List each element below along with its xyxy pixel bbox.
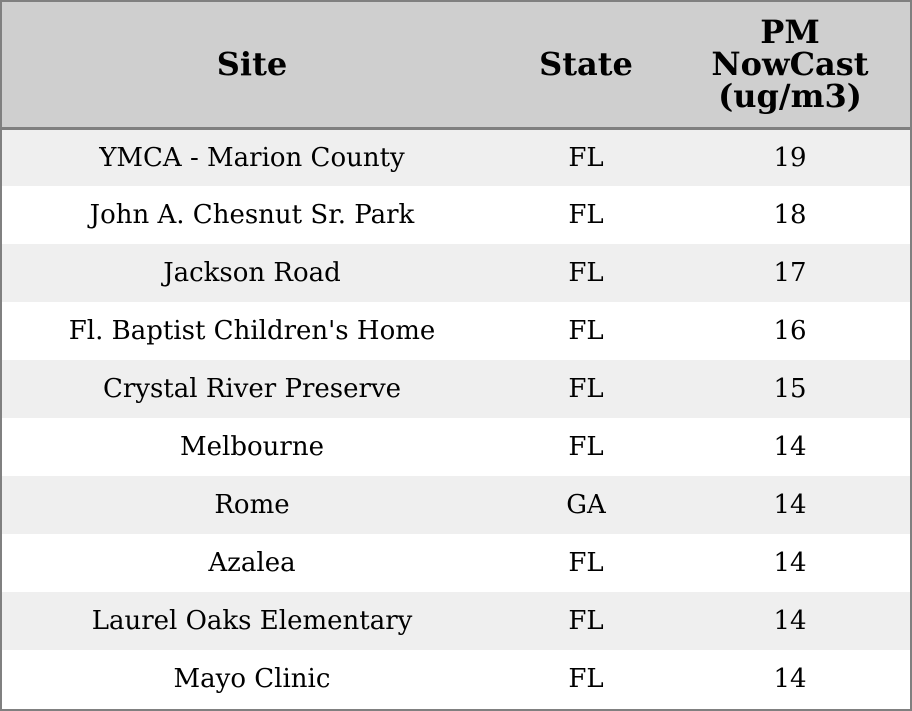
state-cell: FL (568, 258, 604, 288)
site-cell: Fl. Baptist Children's Home (68, 316, 436, 346)
state-cell: FL (568, 548, 604, 578)
site-cell: Azalea (208, 548, 296, 578)
pm-header-line-2: NowCast (711, 45, 869, 84)
site-cell: Crystal River Preserve (102, 374, 402, 404)
site-cell: Mayo Clinic (173, 664, 331, 694)
table-row (2, 128, 910, 186)
pm-value-cell: 14 (773, 432, 807, 462)
column-header-pm-nowcast (670, 2, 910, 128)
site-cell: Jackson Road (163, 258, 341, 288)
table-row (2, 186, 910, 244)
table-row (2, 360, 910, 418)
state-cell: GA (566, 490, 606, 520)
column-header-site: Site (2, 2, 502, 128)
state-cell: FL (568, 142, 604, 173)
table-row (2, 650, 910, 708)
table-header (2, 2, 910, 128)
data-table (2, 2, 910, 708)
pm-value-cell: 17 (773, 258, 807, 288)
table-row (2, 476, 910, 534)
table-row (2, 244, 910, 302)
pm-value-cell: 14 (773, 490, 807, 520)
pm-value-cell: 19 (773, 142, 807, 173)
pm-value-cell: 14 (773, 606, 807, 636)
pm-value-cell: 14 (773, 664, 807, 694)
table-row (2, 302, 910, 360)
header-row (2, 2, 910, 128)
pm-header-line-1: PM (760, 13, 820, 52)
table-body (2, 128, 910, 708)
state-cell: FL (568, 664, 604, 694)
site-cell: YMCA - Marion County (99, 142, 405, 173)
state-cell: FL (568, 316, 604, 346)
state-cell: FL (568, 374, 604, 404)
table-row (2, 592, 910, 650)
table-row (2, 418, 910, 476)
column-header-state: State (502, 2, 670, 128)
pm-value-cell: 15 (773, 374, 807, 404)
pm-value-cell: 18 (773, 200, 807, 230)
pm-value-cell: 16 (773, 316, 807, 346)
site-cell: Rome (214, 490, 290, 520)
state-cell: FL (568, 432, 604, 462)
state-cell: FL (568, 200, 604, 230)
pm-value-cell: 14 (773, 548, 807, 578)
state-cell: FL (568, 606, 604, 636)
table-row (2, 534, 910, 592)
pm-header-line-3: (ug/m3) (718, 77, 862, 116)
site-cell: Melbourne (180, 432, 324, 462)
site-cell: John A. Chesnut Sr. Park (89, 200, 415, 230)
site-cell: Laurel Oaks Elementary (91, 606, 413, 636)
